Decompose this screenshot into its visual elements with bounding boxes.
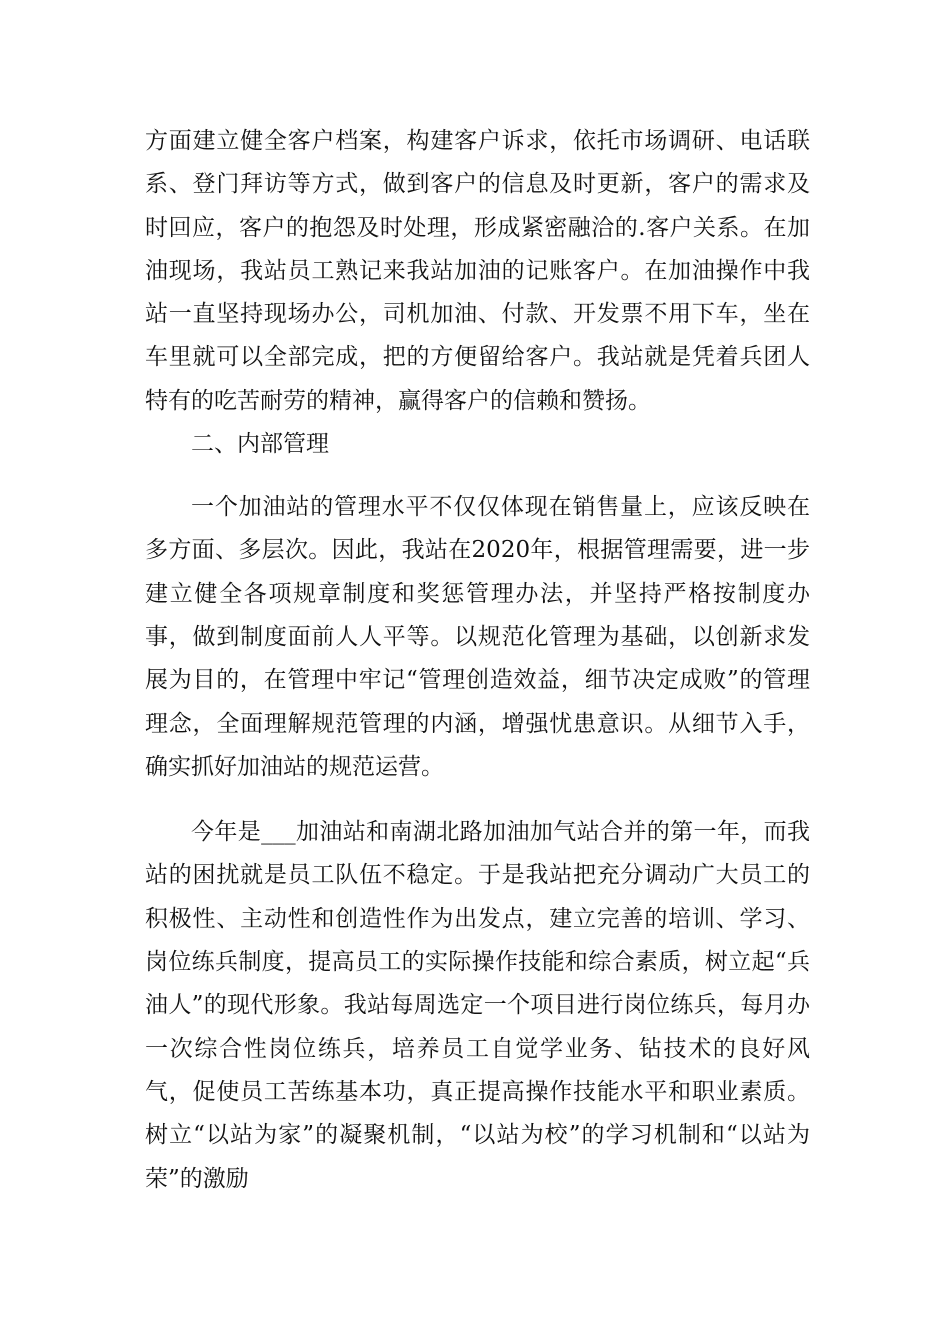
paragraph-staff-training: 今年是___加油站和南湖北路加油加气站合并的第一年，而我站的困扰就是员工队伍不稳定。于是我站把充分调动广大员工的积极性、主动性和创造性作为出发点，建立完善的培训、学习、岗位练兵制度，提高员工的实际操作技能和综合素质，树立起“兵油人”的现代形象。我站每周选定一个项目进行岗位练兵，每月办一次综合性岗位练兵，培养员工自觉学业务、钻技术的良好风气，促使员工苦练基本功，真正提高操作技能水平和职业素质。树立“以站为家”的凝聚机制，“以站为校”的学习机制和“以站为荣”的激励 <box>145 819 810 1192</box>
paragraph-management-level: 一个加油站的管理水平不仅仅体现在销售量上，应该反映在多方面、多层次。因此，我站在2020年，根据管理需要，进一步建立健全各项规章制度和奖惩管理办法，并坚持严格按制度办事，做到制度面前人人平等。以规范化管理为基础，以创新求发展为目的，在管理中牢记“管理创造效益，细节决定成败”的管理理念，全面理解规范管理的内涵，增强忧患意识。从细节入手，确实抓好加油站的规范运营。 <box>145 494 810 780</box>
document-body <box>145 120 810 1201</box>
section-heading-internal-management: 二、内部管理 <box>191 431 329 458</box>
paragraph-customer-relations: 方面建立健全客户档案，构建客户诉求，依托市场调研、电话联系、登门拜访等方式，做到客户的信息及时更新，客户的需求及时回应，客户的抱怨及时处理，形成紧密融洽的.客户关系。在加油现场，我站员工熟记来我站加油的记账客户。在加油操作中我站一直坚持现场办公，司机加油、付款、开发票不用下车，坐在车里就可以全部完成，把的方便留给客户。我站就是凭着兵团人特有的吃苦耐劳的精神，赢得客户的信赖和赞扬。 <box>145 128 810 414</box>
